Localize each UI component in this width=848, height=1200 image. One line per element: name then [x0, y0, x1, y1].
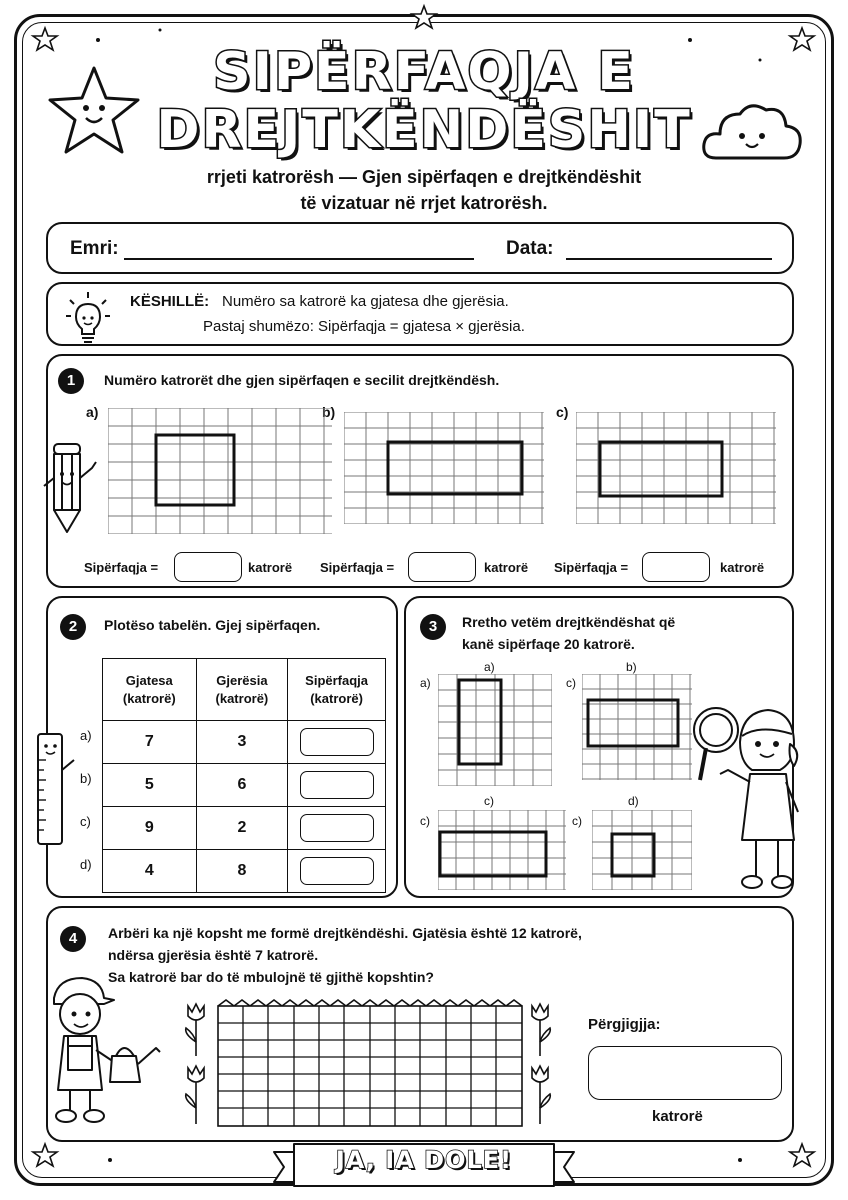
tip-line-2: Pastaj shumëzo: Sipërfaqja = gjatesa × gjerësia. — [203, 318, 525, 335]
tip-box — [46, 282, 794, 346]
row-label: d) — [80, 857, 92, 872]
name-label: Emri: — [70, 238, 119, 259]
question-number-badge: 3 — [420, 614, 446, 640]
subtitle-line-2: të vizatuar në rrjet katrorësh. — [300, 193, 548, 213]
q1-part-b-label: b) — [322, 404, 336, 420]
question-3-text-line-2: kanë sipërfaqe 20 katrorë. — [462, 636, 635, 652]
grid-label: c) — [566, 676, 576, 690]
title-line-1: SIPËRFAQJA E — [213, 42, 635, 102]
q3-rectangle-d — [612, 834, 654, 876]
q1-part-a-label: a) — [86, 404, 99, 420]
grid-label: b) — [626, 660, 637, 674]
star-icon — [33, 1144, 57, 1166]
grid-label: d) — [628, 794, 639, 808]
q1-unit-b: katrorë — [484, 560, 529, 575]
grid-label: c) — [420, 814, 430, 828]
area-table — [102, 658, 386, 893]
question-2-panel — [46, 596, 398, 898]
grid-label: c) — [572, 814, 582, 828]
grid-label: a) — [484, 660, 495, 674]
area-answer-box[interactable] — [300, 857, 374, 885]
question-1-panel — [46, 354, 794, 588]
question-4-text-line-2: ndërsa gjerësia është 7 katrorë. — [108, 947, 319, 963]
date-field[interactable] — [566, 258, 772, 260]
row-label: b) — [80, 771, 92, 786]
date-label: Data: — [506, 238, 554, 259]
question-number-badge: 4 — [60, 926, 86, 952]
q1-rectangle-c — [600, 442, 722, 496]
answer-label: Përgjigjja: — [588, 1016, 661, 1033]
lightbulb-icon — [66, 290, 110, 346]
area-answer-box[interactable] — [300, 814, 374, 842]
star-icon — [790, 1144, 814, 1166]
q1-answer-box-a[interactable] — [174, 552, 242, 582]
q1-grid-a — [108, 408, 332, 534]
area-answer-box[interactable] — [300, 771, 374, 799]
q1-rectangle-b — [388, 442, 522, 494]
subtitle-line-1: rrjeti katrorësh — Gjen sipërfaqen e drejtkëndëshit — [206, 167, 642, 187]
question-3-text-line-1: Rretho vetëm drejtkëndëshat që — [462, 614, 676, 630]
table-row: 7 3 — [103, 721, 386, 764]
question-2-text: Plotëso tabelën. Gjej sipërfaqen. — [104, 617, 321, 633]
q1-area-label-b: Sipërfaqja = — [320, 560, 395, 575]
q1-answer-box-c[interactable] — [642, 552, 710, 582]
q3-grid-c — [438, 810, 566, 890]
grid-label: c) — [484, 794, 494, 808]
q1-unit-a: katrorë — [248, 560, 293, 575]
table-row: 9 2 — [103, 807, 386, 850]
pencil-mascot-icon — [40, 438, 102, 534]
q1-grid-b — [344, 412, 544, 524]
garden-grid — [176, 998, 556, 1132]
star-icon — [412, 6, 436, 28]
q1-unit-c: katrorë — [720, 560, 765, 575]
q1-grid-c — [576, 412, 776, 524]
question-4-text-line-1: Arbëri ka një kopsht me formë drejtkëndëshi. Gjatësia është 12 katrorë, — [108, 925, 582, 941]
boy-with-watering-can-icon — [44, 974, 162, 1128]
q4-unit: katrorë — [652, 1108, 703, 1125]
q3-grid-b — [582, 674, 692, 780]
row-label: c) — [80, 814, 91, 829]
q1-area-label-a: Sipërfaqja = — [84, 560, 159, 575]
q1-part-c-label: c) — [556, 404, 569, 420]
q4-answer-box[interactable] — [588, 1046, 782, 1100]
tip-line-1: Numëro sa katrorë ka gjatesa dhe gjerësia. — [222, 293, 509, 310]
question-number-badge: 1 — [58, 368, 84, 394]
q3-rectangle-b — [588, 700, 678, 746]
row-label: a) — [80, 728, 92, 743]
table-row: 5 6 — [103, 764, 386, 807]
q3-grid-d — [592, 810, 692, 890]
question-1-text: Numëro katrorët dhe gjen sipërfaqen e secilit drejtkëndësh. — [104, 372, 500, 388]
q3-grid-a — [438, 674, 552, 786]
question-4-text-line-3: Sa katrorë bar do të mbulojnë të gjithë kopshtin? — [108, 969, 434, 985]
table-header-area: Sipërfaqja (katrorë) — [288, 659, 386, 721]
question-number-badge: 2 — [60, 614, 86, 640]
title-line-2: DREJTKËNDËSHIT — [156, 100, 692, 160]
girl-with-magnifier-icon — [690, 700, 802, 898]
q1-rectangle-a — [156, 435, 234, 505]
footer-banner-text: JA, IA DOLE! — [335, 1146, 513, 1174]
ruler-mascot-icon — [34, 730, 84, 848]
name-field[interactable] — [124, 258, 474, 260]
table-header-length: Gjatesa (katrorë) — [103, 659, 197, 721]
grid-label: a) — [420, 676, 431, 690]
table-row: 4 8 — [103, 850, 386, 893]
area-answer-box[interactable] — [300, 728, 374, 756]
table-header-width: Gjerësia (katrorë) — [196, 659, 288, 721]
name-date-box — [46, 222, 794, 274]
q1-area-label-c: Sipërfaqja = — [554, 560, 629, 575]
tip-label: KËSHILLË: — [130, 293, 210, 310]
q1-answer-box-b[interactable] — [408, 552, 476, 582]
